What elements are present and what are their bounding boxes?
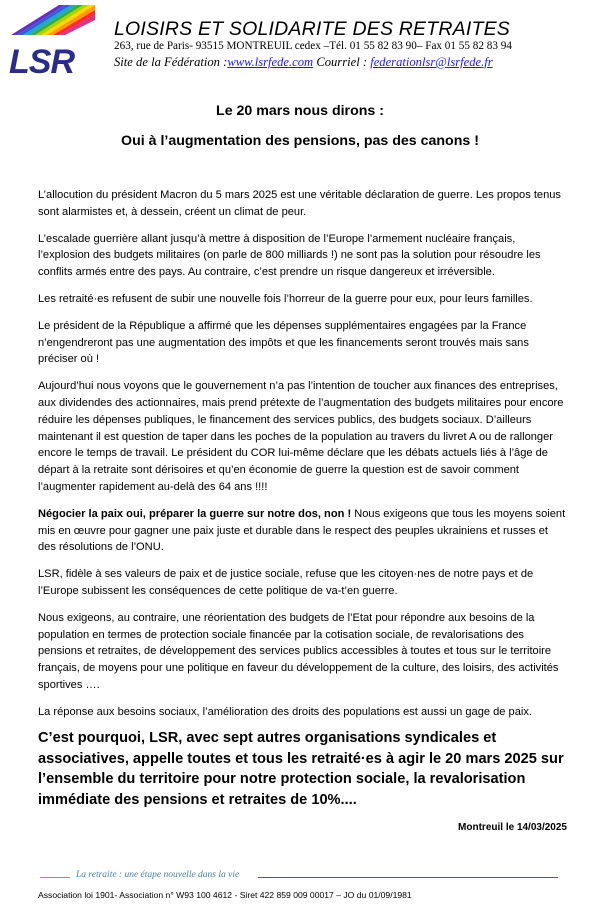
mail-link[interactable]: federationlsr@lsrfede.fr [370, 55, 493, 69]
document-heading: Le 20 mars nous dirons : [216, 103, 384, 119]
paragraph: Les retraité·es refusent de subir une nouvelle fois l’horreur de la guerre pour eux, pour leurs familles. [38, 292, 533, 305]
footer-divider [40, 877, 70, 878]
document-subheading: Oui à l’augmentation des pensions, pas des canons ! [121, 133, 479, 149]
footer-legal: Association loi 1901- Association n° W93 100 4612 - Siret 422 859 009 00017 – JO du 01/09/1981 [38, 890, 412, 900]
footer-divider [258, 877, 558, 878]
paragraph: LSR, fidèle à ses valeurs de paix et de justice sociale, refuse que les citoyen·nes de notre pays et de l’Europe subissent les conséquences de cette politique de va-t’en guerre. [38, 568, 534, 597]
logo-text: LSR [9, 43, 74, 80]
mail-label: Courriel : [316, 55, 368, 69]
paragraph: Nous exigeons, au contraire, une réorientation des budgets de l’Etat pour répondre aux besoins de la population en termes de protection sociale financée par la cotisation sociale, de revalorisations des pensions et retraites, de développement des services publics accessibles à toutes et tous sur le territoire français, de moyens pour une politique en faveur du développement de la culture, des loisirs, des activités sportives …. [38, 611, 559, 691]
document-body [38, 187, 568, 731]
paragraph-bold-lead: Négocier la paix oui, préparer la guerre sur notre dos, non ! [38, 507, 352, 520]
site-label: Site de la Fédération : [114, 55, 228, 69]
dateline: Montreuil le 14/03/2025 [458, 822, 567, 833]
paragraph: La réponse aux besoins sociaux, l’amélioration des droits des populations est aussi un gage de paix. [38, 705, 532, 718]
org-address: 263, rue de Paris- 93515 MONTREUIL cedex –Tél. 01 55 82 83 90– Fax 01 55 82 83 94 [114, 40, 512, 52]
paragraph [38, 506, 568, 556]
paragraph: L’allocution du président Macron du 5 mars 2025 est une véritable déclaration de guerre. Les propos tenus sont alarmistes et, à dessein, créent un climat de peur. [38, 189, 561, 218]
site-link[interactable]: www.lsrfede.com [227, 55, 314, 69]
paragraph: Aujourd’hui nous voyons que le gouvernement n’a pas l’intention de toucher aux finances des entreprises, aux dividendes des actionnaires, mais prend prétexte de l’augmentation des budgets militaires pour encore réduire les dépenses publiques, le financement des services publics, des budgets sociaux. D’ailleurs maintenant il est question de taper dans les poches de la population au travers du livret A ou de rallonger encore le temps de travail. Le président du COR lui-même déclare que les débats actuels liés à l’âge de départ à la retraite sont dérisoires et qu’en économie de guerre la question est de savoir comment l’augmenter rapidement au-delà des 64 ans !!!! [38, 380, 564, 493]
call-to-action: C’est pourquoi, LSR, avec sept autres organisations syndicales et associatives, appelle toutes et tous les retraité·es à agir le 20 mars 2025 sur l’ensemble du territoire pour notre protection sociale, la revalorisation immédiate des pensions et retraites de 10%.... [38, 730, 564, 808]
footer-tagline: La retraite : une étape nouvelle dans la vie [76, 870, 240, 880]
org-name: LOISIRS ET SOLIDARITE DES RETRAITES [114, 18, 511, 40]
paragraph: L’escalade guerrière allant jusqu’à mettre à disposition de l’Europe l’armement nucléaire français, l’explosion des budgets militaires (on parle de 800 milliards !) ne sont pas la solution pour résoudre les conflits armés entre des pays. Au contraire, c’est prendre un risque dangereux et irréversible. [38, 232, 541, 279]
rainbow-stripes-icon [11, 5, 95, 35]
lsr-logo [5, 5, 95, 80]
org-contact-line [114, 55, 493, 70]
paragraph: Le président de la République a affirmé que les dépenses supplémentaires engagées par la France n’engendreront pas une augmentation des impôts et que les financements seront trouvés mais sans préciser où ! [38, 319, 529, 366]
paragraph-rest: Nous exigeons que tous les moyens soient mis en œuvre pour gagner une paix juste et durable dans le respect des peuples ukrainiens et russes et des résolutions de l’ONU. [38, 507, 566, 554]
